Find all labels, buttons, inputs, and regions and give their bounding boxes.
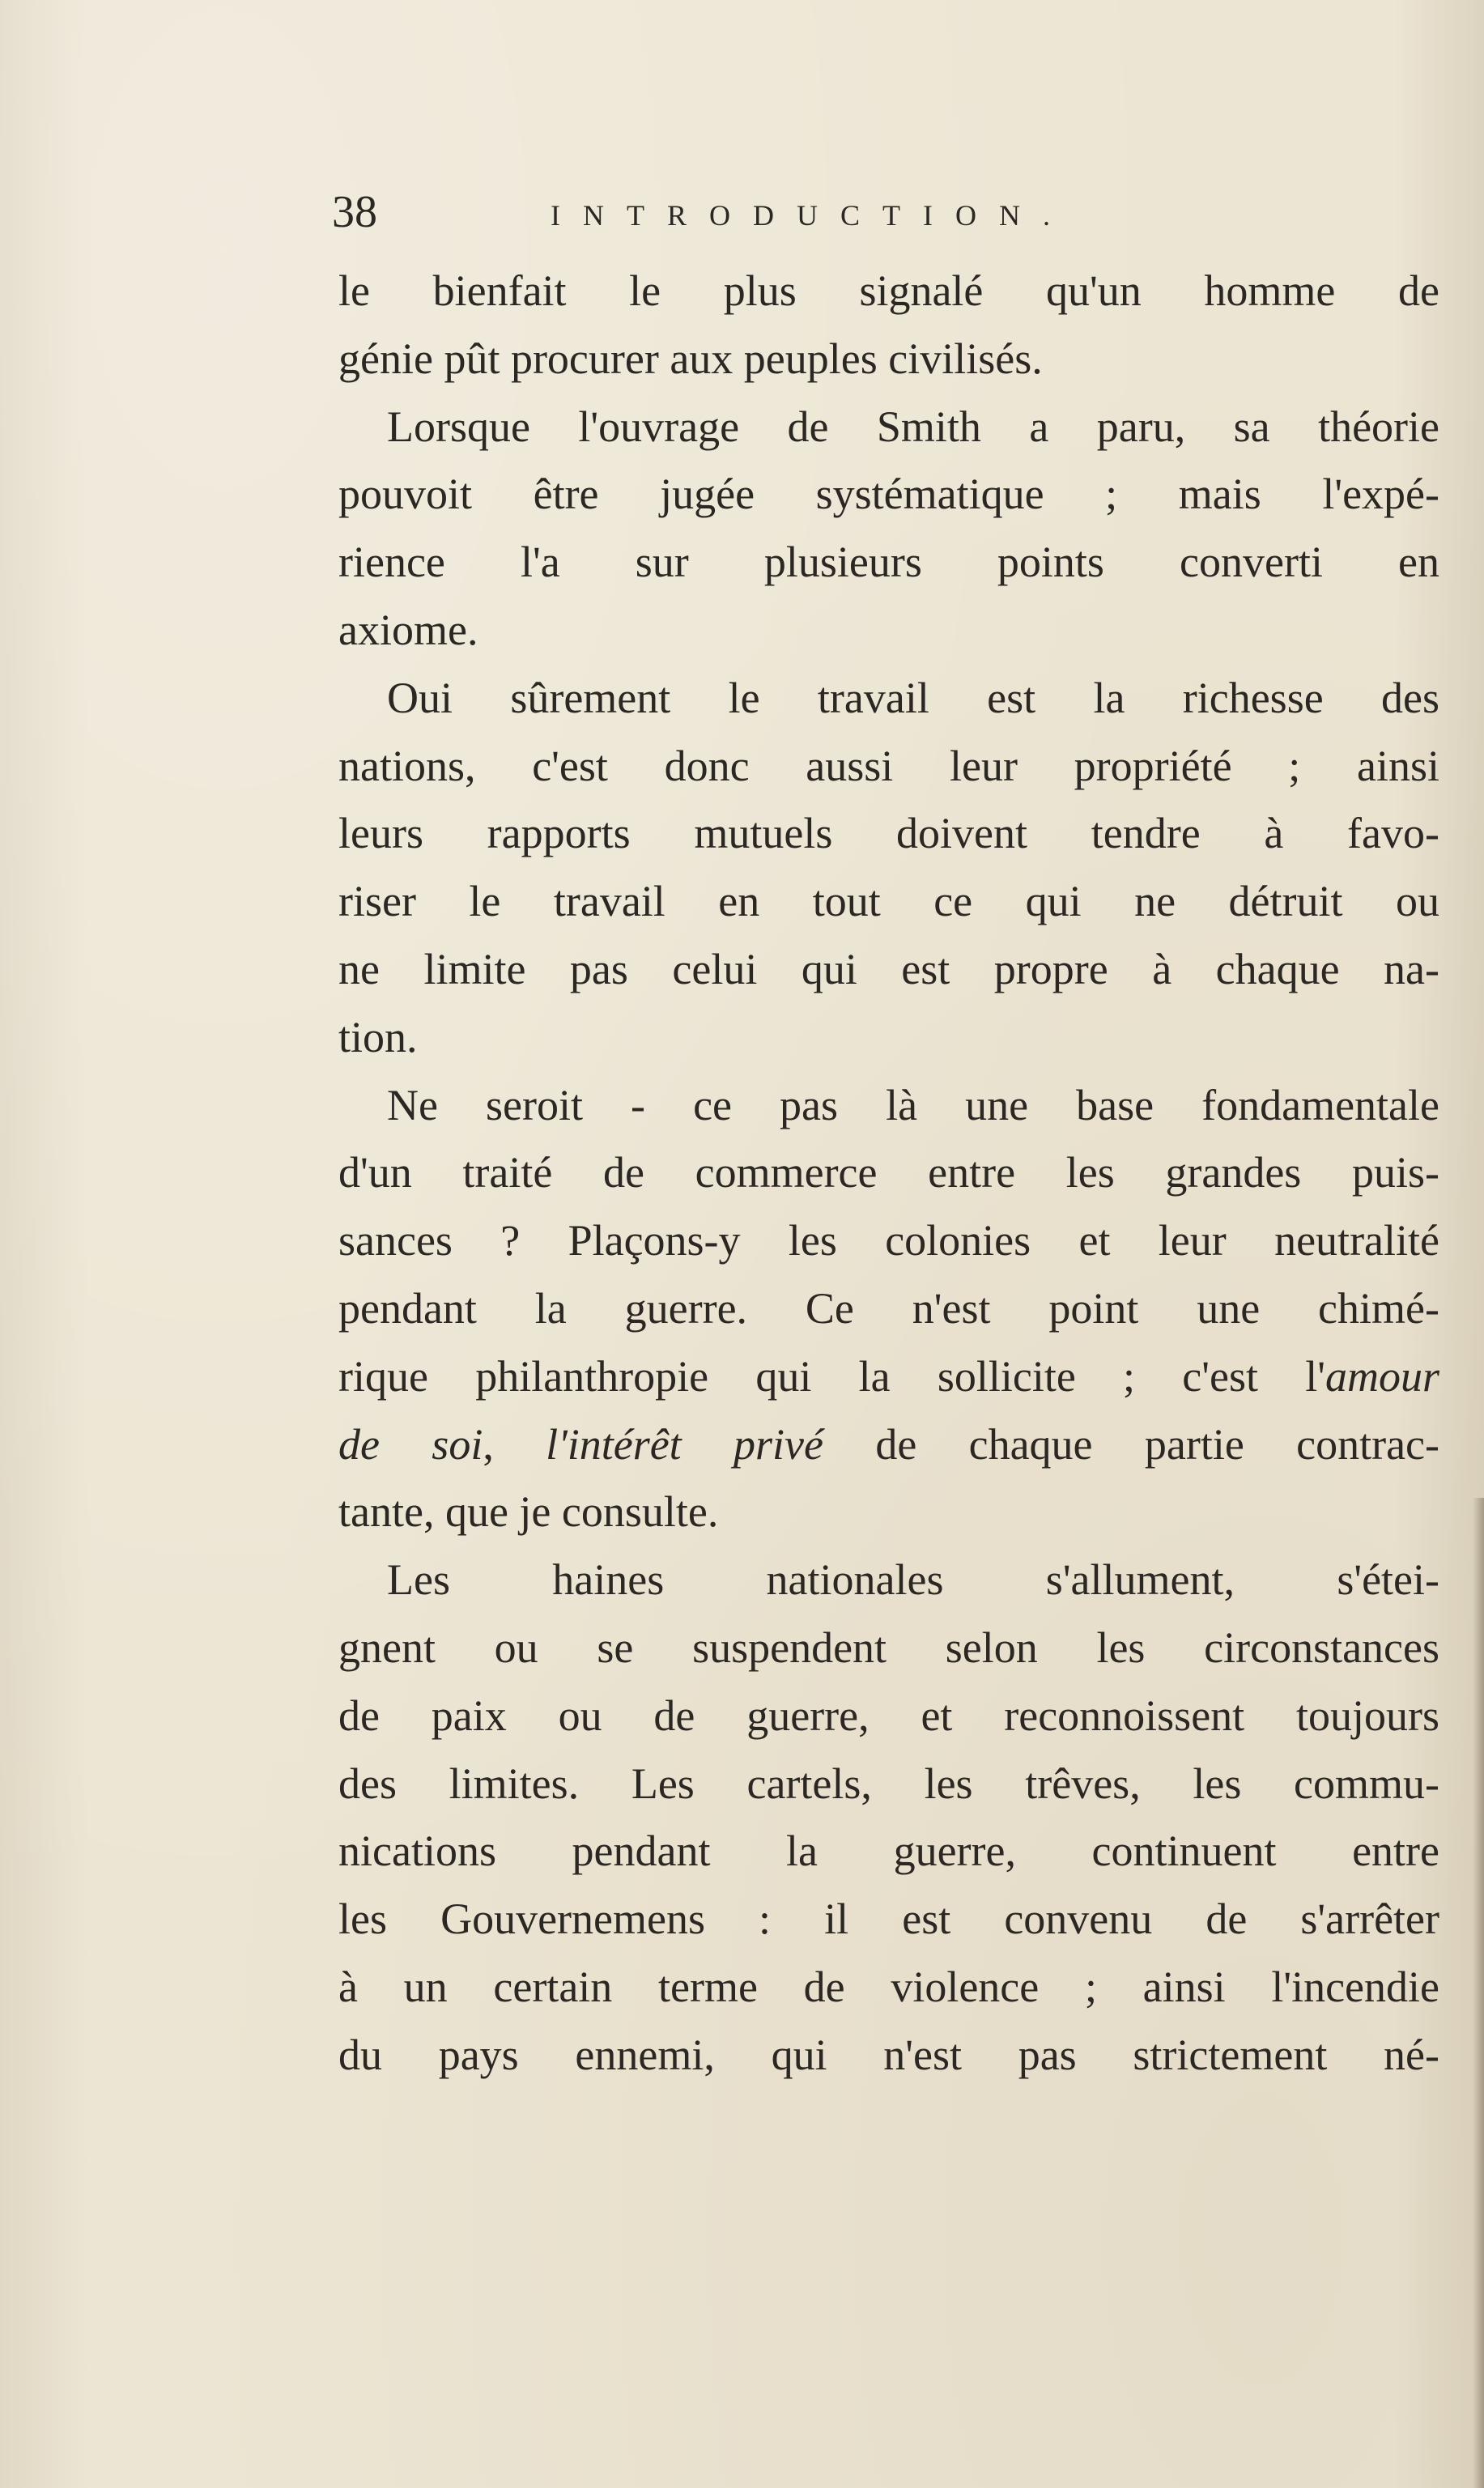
text-line: Lorsque l'ouvrage de Smith a paru, sa théorie — [387, 402, 1439, 451]
text-line: Oui sûrement le travail est la richesse des — [387, 673, 1439, 722]
italic-phrase-de-soi: de soi — [338, 1419, 483, 1469]
text-line: génie pût procurer aux peuples civilisés. — [338, 334, 1043, 383]
text-line: nications pendant la guerre, continuent entre — [338, 1827, 1439, 1876]
running-title: INTRODUCTION. — [551, 199, 1073, 232]
text-line-with-italic — [338, 1343, 1439, 1411]
text-line: à un certain terme de violence ; ainsi l'incendie — [338, 1962, 1439, 2011]
text-line: Ne seroit - ce pas là une base fondamentale — [387, 1080, 1439, 1129]
italic-phrase-amour: amour — [1325, 1351, 1439, 1401]
text-segment: rique philanthropie qui la sollicite ; c'est l' — [338, 1351, 1325, 1401]
text-line: sances ? Plaçons-y les colonies et leur neutralité — [338, 1216, 1439, 1265]
text-line: du pays ennemi, qui n'est pas strictement né- — [338, 2030, 1439, 2079]
text-line: les Gouvernemens : il est convenu de s'arrêter — [338, 1895, 1439, 1944]
text-line: d'un traité de commerce entre les grandes puis- — [338, 1148, 1439, 1197]
text-line-with-italic — [338, 1411, 1439, 1479]
text-line: leurs rapports mutuels doivent tendre à favo- — [338, 809, 1439, 858]
text-segment: , — [483, 1419, 546, 1469]
text-line: rience l'a sur plusieurs points converti en — [338, 538, 1439, 587]
text-line: nations, c'est donc aussi leur propriété ; ainsi — [338, 741, 1439, 790]
page-edge-shadow — [1473, 1498, 1484, 2488]
page-number: 38 — [332, 187, 377, 237]
text-line: pouvoit être jugée systématique ; mais l'expé- — [338, 470, 1439, 519]
text-line: tante, que je consulte. — [338, 1487, 719, 1537]
running-head — [332, 180, 1441, 245]
text-line: Les haines nationales s'allument, s'étei- — [387, 1555, 1439, 1605]
text-line: axiome. — [338, 605, 478, 654]
text-line: gnent ou se suspendent selon les circonstances — [338, 1623, 1439, 1672]
italic-phrase-interet-prive: l'intérêt privé — [546, 1419, 823, 1469]
text-line: de paix ou de guerre, et reconnoissent toujours — [338, 1691, 1439, 1740]
text-line: le bienfait le plus signalé qu'un homme de — [338, 266, 1439, 315]
text-line: des limites. Les cartels, les trêves, les commu- — [338, 1759, 1439, 1808]
text-line: riser le travail en tout ce qui ne détruit ou — [338, 877, 1439, 926]
text-line: tion. — [338, 1012, 418, 1061]
body-text — [338, 257, 1439, 2090]
text-line: ne limite pas celui qui est propre à chaque na- — [338, 944, 1439, 993]
text-segment: de chaque partie contrac- — [823, 1419, 1439, 1469]
text-line: pendant la guerre. Ce n'est point une chimé- — [338, 1283, 1439, 1333]
